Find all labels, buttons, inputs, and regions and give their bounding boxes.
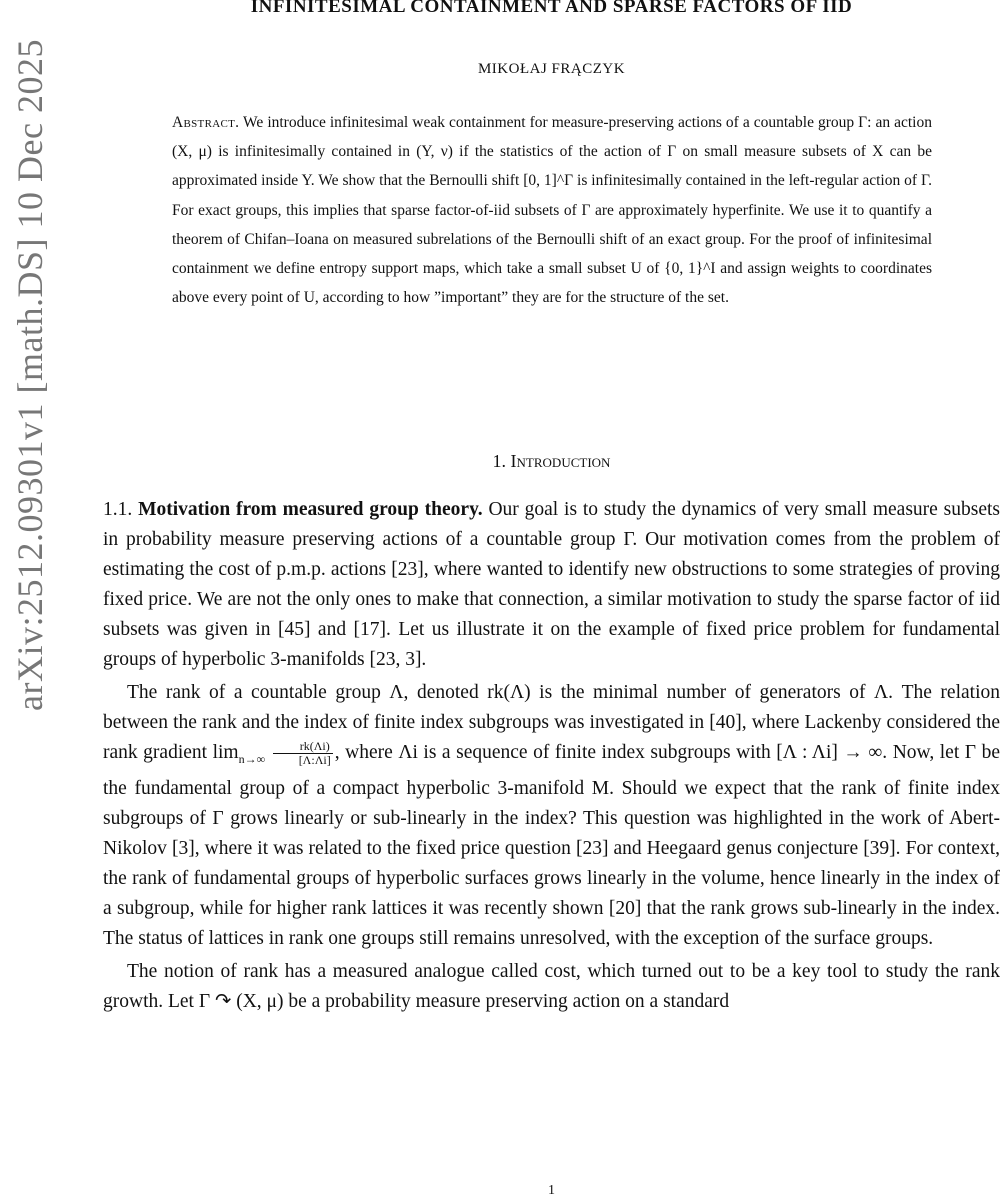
section-title: Introduction (510, 451, 611, 471)
page-number: 1 (548, 1183, 555, 1198)
arxiv-identifier: arXiv:2512.09301v1 [math.DS] 10 Dec 2025 (10, 39, 50, 711)
fraction-denominator: [Λ:Λi] (298, 753, 331, 768)
abstract-block (172, 108, 932, 312)
subsection-number: 1.1. (103, 499, 133, 520)
paragraph-2-text-a: The rank of a countable group Λ, denoted rk(Λ) is the minimal number of generators of Λ. The relation between the rank and the index of finite index subgroups was investigated in [40], where Lackenby considered the rank gradient lim (103, 682, 1000, 763)
paragraph-1 (103, 495, 1000, 675)
rank-gradient-fraction (273, 740, 333, 767)
abstract-text: We introduce infinitesimal weak containment for measure-preserving actions of a countable group Γ: an action (X, μ) is infinitesimally contained in (Y, ν) if the statistics of the action of Γ on small measure subsets of X can be approximated inside Y. We show that the Bernoulli shift [0, 1]^Γ is infinitesimally contained in the left-regular action of Γ. For exact groups, this implies that sparse factor-of-iid subsets of Γ are approximately hyperfinite. We use it to quantify a theorem of Chifan–Ioana on measured subrelations of the Bernoulli shift of an exact group. For the proof of infinitesimal containment we define entropy support maps, which take a small subset U of {0, 1}^I and assign weights to coordinates above every point of U, according to how ”important” they are for the structure of the set. (172, 114, 932, 307)
limit-subscript: n→∞ (238, 751, 266, 766)
paper-title: INFINITESIMAL CONTAINMENT AND SPARSE FACTORS OF IID (250, 0, 853, 17)
fraction-numerator: rk(Λi) (273, 740, 333, 754)
author-name: MIKOŁAJ FRĄCZYK (477, 61, 626, 77)
body-text (103, 495, 1000, 1017)
abstract-label: Abstract. (172, 114, 240, 131)
section-number: 1. (492, 451, 507, 471)
paragraph-3 (103, 957, 1000, 1017)
subsection-title: Motivation from measured group theory. (138, 499, 483, 520)
paragraph-3-text: The notion of rank has a measured analogue called cost, which turned out to be a key tool to study the rank growth. Let Γ ↷ (X, μ) be a probability measure preserving action on a standard (103, 960, 1000, 1012)
paragraph-2-text-b: , where Λi is a sequence of finite index subgroups with [Λ : Λi] → ∞. Now, let Γ be the fundamental group of a compact hyperbolic 3-manifold M. Should we expect that the rank of finite index subgroups of Γ grows linearly or sub-linearly in the index? This question was highlighted in the work of Abert-Nikolov [3], where it was related to the fixed price question [23] and Heegaard genus conjecture [39]. For context, the rank of fundamental groups of hyperbolic surfaces grows linearly in the volume, hence linearly in the index of a subgroup, while for higher rank lattices it was recently shown [20] that the rank grows sub-linearly in the index. The status of lattices in rank one groups still remains unresolved, with the exception of the surface groups. (103, 742, 1000, 949)
arxiv-sidebar-stamp (8, 39, 52, 711)
section-heading (103, 451, 1000, 472)
paragraph-1-text: Our goal is to study the dynamics of very small measure subsets in probability measure preserving actions of a countable group Γ. Our motivation comes from the problem of estimating the cost of p.m.p. actions [23], where wanted to identify new obstructions to some strategies of proving fixed price. We are not the only ones to make that connection, a similar motivation to study the sparse factor of iid subsets was given in [45] and [17]. Let us illustrate it on the example of fixed price problem for fundamental groups of hyperbolic 3-manifolds [23, 3]. (103, 499, 1000, 670)
paragraph-2 (103, 678, 1000, 954)
